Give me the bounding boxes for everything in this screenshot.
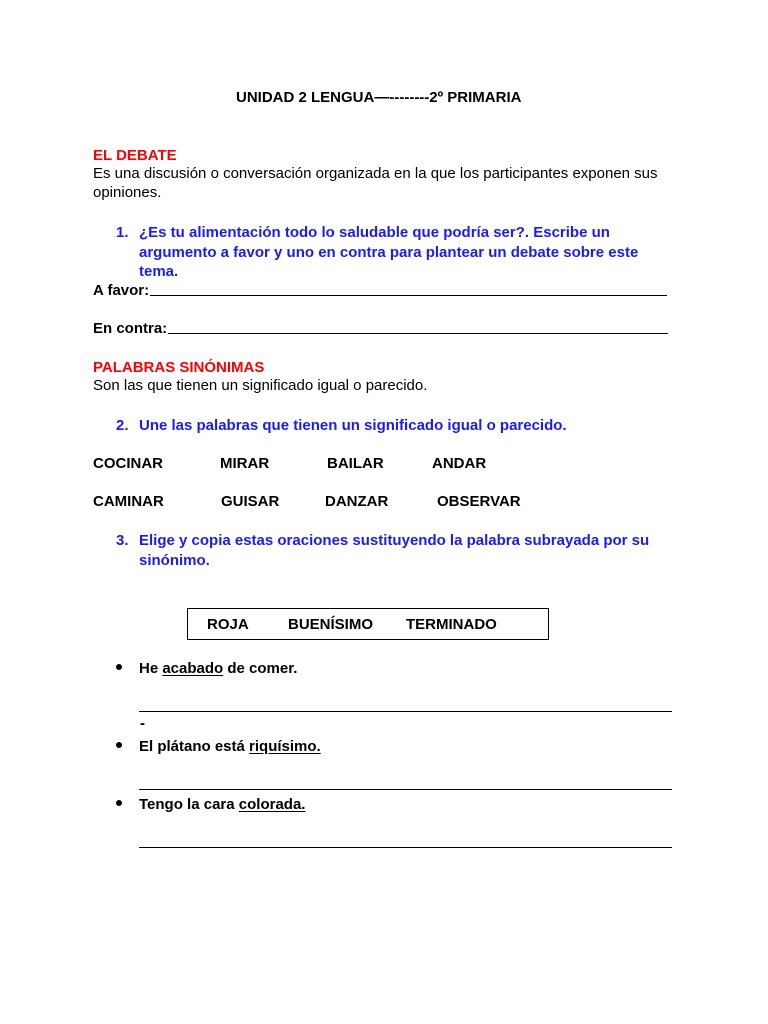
sentence-3-underlined: colorada. — [238, 796, 306, 813]
contra-label: En contra: — [93, 320, 168, 337]
question-1-number: 1. — [116, 224, 129, 241]
sentence-1-after: de comer. — [223, 660, 298, 677]
word-mirar[interactable]: MIRAR — [220, 455, 270, 472]
word-andar[interactable]: ANDAR — [432, 455, 487, 472]
question-3-text: Elige y copia estas oraciones sustituyendo la palabra subrayada por su sinónimo. — [139, 532, 650, 569]
sentence-1 — [139, 659, 297, 678]
sentence-2-before: El plátano está — [139, 738, 250, 755]
word-caminar[interactable]: CAMINAR — [93, 493, 164, 510]
debate-heading: EL DEBATE — [93, 147, 177, 164]
bullet-2 — [116, 742, 122, 748]
word-bank-terminado: TERMINADO — [406, 616, 497, 633]
word-danzar[interactable]: DANZAR — [325, 493, 389, 510]
debate-definition: Es una discusión o conversación organizada en la que los participantes exponen sus opiniones. — [93, 165, 658, 201]
bullet-1 — [116, 664, 122, 670]
question-2-number: 2. — [116, 417, 129, 434]
bullet-3 — [116, 800, 122, 806]
sentence-2-underlined: riquísimo. — [249, 738, 321, 755]
word-bank-roja: ROJA — [207, 616, 249, 633]
word-cocinar[interactable]: COCINAR — [93, 455, 163, 472]
sentence-3-answer-line[interactable] — [139, 847, 672, 848]
sentence-3 — [139, 795, 305, 814]
sentence-1-answer-line[interactable] — [139, 711, 672, 712]
sentence-1-before: He — [139, 660, 163, 677]
contra-answer-line[interactable] — [168, 333, 668, 334]
sinonimas-heading: PALABRAS SINÓNIMAS — [93, 359, 265, 376]
word-bailar[interactable]: BAILAR — [327, 455, 384, 472]
sentence-1-underlined: acabado — [162, 660, 224, 677]
question-2-text: Une las palabras que tienen un significado igual o parecido. — [139, 417, 567, 434]
sinonimas-definition: Son las que tienen un significado igual o parecido. — [93, 377, 428, 394]
question-3-number: 3. — [116, 532, 129, 549]
favor-answer-line[interactable] — [150, 295, 667, 296]
sentence-3-before: Tengo la cara — [139, 796, 239, 813]
question-1-text: ¿Es tu alimentación todo lo saludable que podría ser?. Escribe un argumento a favor y uno en contra para plantear un debate sobre este tema. — [139, 224, 639, 280]
word-guisar[interactable]: GUISAR — [221, 493, 280, 510]
sentence-2 — [139, 737, 321, 756]
page-title: UNIDAD 2 LENGUA—--------2º PRIMARIA — [236, 89, 522, 106]
sentence-2-answer-line[interactable] — [139, 789, 672, 790]
favor-label: A favor: — [93, 282, 150, 299]
word-observar[interactable]: OBSERVAR — [437, 493, 521, 510]
word-bank-buenisimo: BUENÍSIMO — [288, 616, 374, 633]
sentence-1-dash: - — [140, 715, 145, 732]
